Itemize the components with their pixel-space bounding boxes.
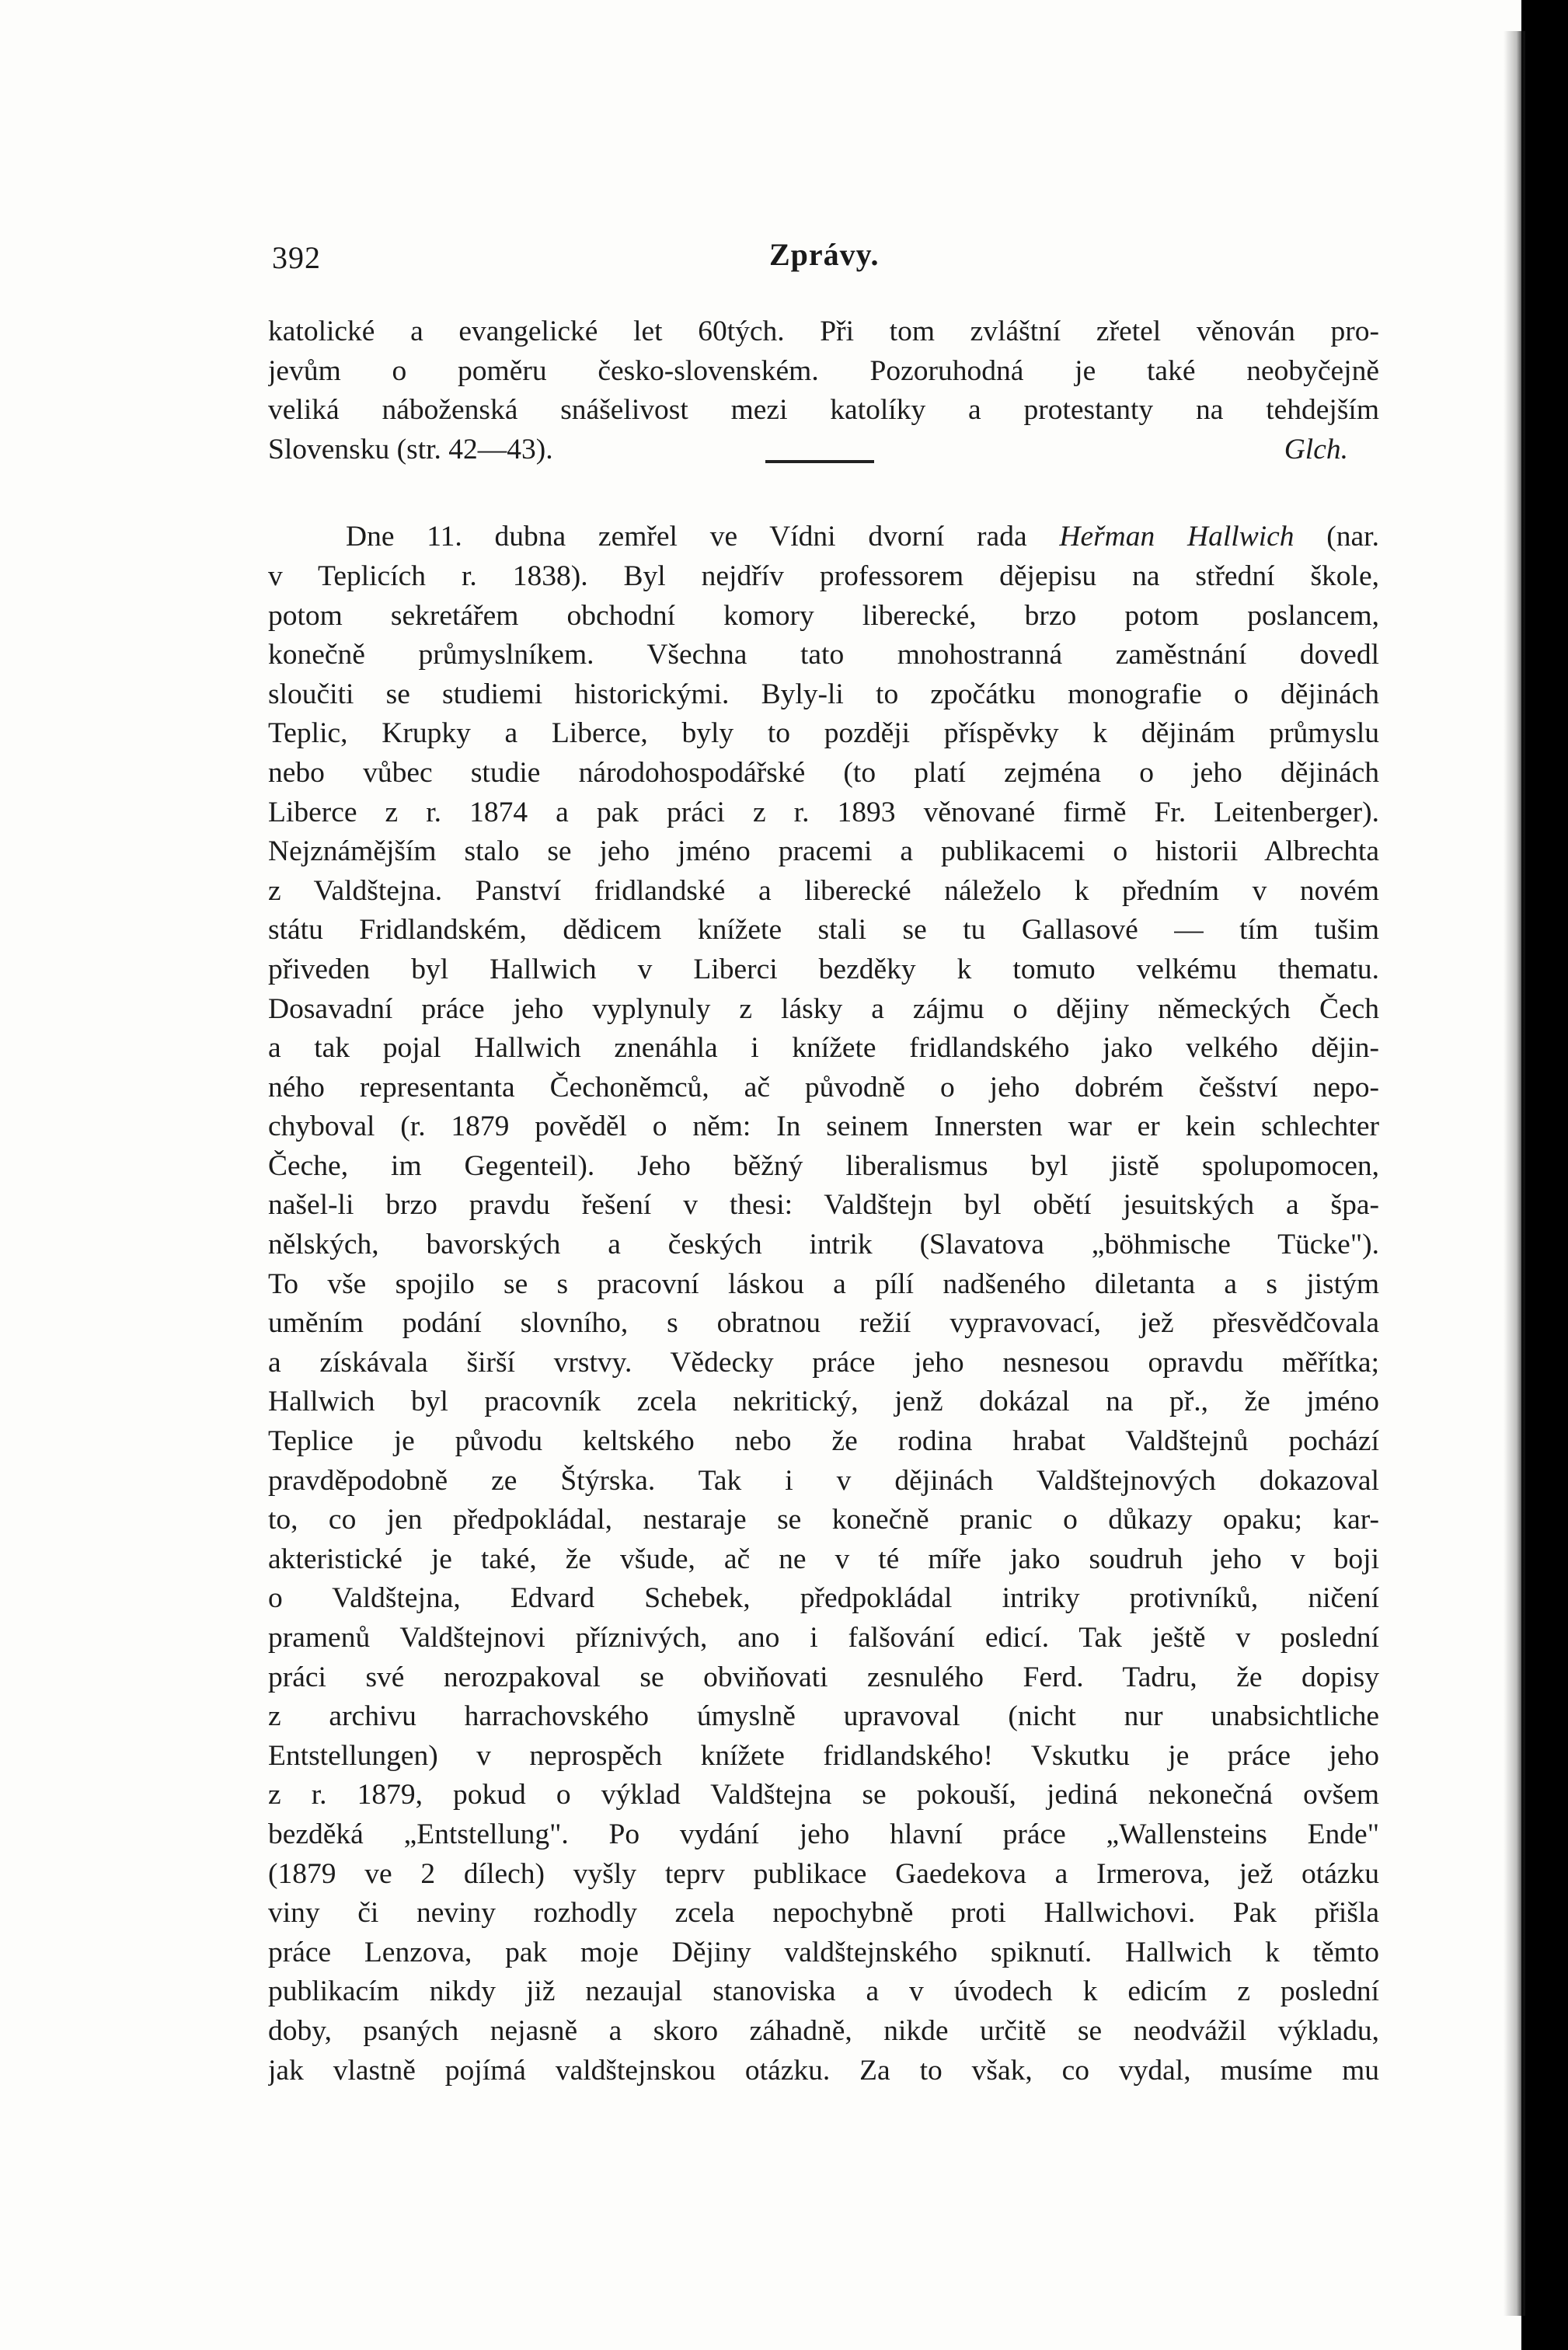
text-line: Nejznámějším stalo se jeho jméno pracemi a publikacemi o historii Albrechta <box>268 835 1379 868</box>
review-paragraph <box>268 312 1379 469</box>
text-line: bezděká „Entstellung". Po vydání jeho hlavní práce „Wallensteins Ende" <box>268 1818 1379 1850</box>
text-line: (1879 ve 2 dílech) vyšly teprv publikace Gaedekova a Irmerova, jež otázku <box>268 1857 1379 1890</box>
text-body <box>268 312 1379 2090</box>
person-name: Heřman Hallwich <box>1059 521 1294 553</box>
text-line: konečně průmyslníkem. Všechna tato mnohostranná zaměstnání dovedl <box>268 639 1379 671</box>
text-line: Čeche, im Gegenteil). Jeho běžný liberalismus byl jistě spolupomocen, <box>268 1149 1379 1182</box>
text-line: Teplice je původu keltského nebo že rodina hrabat Valdštejnů pochází <box>268 1425 1379 1458</box>
text-line: Entstellungen) v neprospěch knížete fridlandského! Vskutku je práce jeho <box>268 1739 1379 1772</box>
text-line: Teplic, Krupky a Liberce, byly to později příspěvky k dějinám průmyslu <box>268 717 1379 750</box>
text-line: nělských, bavorských a českých intrik (Slavatova „böhmische Tücke"). <box>268 1229 1379 1261</box>
text-line: jak vlastně pojímá valdštejnskou otázku. Za to však, co vydal, musíme mu <box>268 2054 1379 2087</box>
closing-line <box>268 431 1379 470</box>
text-line: Liberce z r. 1874 a pak práci z r. 1893 věnované firmě Fr. Leitenberger). <box>268 796 1379 828</box>
text-line: chyboval (r. 1879 pověděl o něm: In seinem Innersten war er kein schlechter <box>268 1110 1379 1143</box>
text-line: práce Lenzova, pak moje Dějiny valdštejnského spiknutí. Hallwich k těmto <box>268 1936 1379 1968</box>
binding-shadow <box>1504 31 1525 2316</box>
text-line: To vše spojilo se s pracovní láskou a pílí nadšeného diletanta a s jistým <box>268 1267 1379 1300</box>
text-line: viny či neviny rozhodly zcela nepochybně proti Hallwichovi. Pak přišla <box>268 1897 1379 1930</box>
text-line: práci své nerozpakoval se obviňovati zesnulého Ferd. Tadru, že dopisy <box>268 1661 1379 1693</box>
text-line: jevům o poměru česko-slovenském. Pozoruhodná je také neobyčejně <box>268 354 1379 387</box>
text-line: akteristické je také, že všude, ač ne v té míře jako soudruh jeho v boji <box>268 1543 1379 1575</box>
running-head <box>272 233 1383 280</box>
text-line: Hallwich byl pracovník zcela nekritický, jenž dokázal na př., že jméno <box>268 1386 1379 1418</box>
text-line: z Valdštejna. Panství fridlandské a liberecké náleželo k předním v novém <box>268 874 1379 907</box>
obituary-paragraph <box>268 518 1379 2090</box>
text-line: potom sekretářem obchodní komory liberecké, brzo potom poslancem, <box>268 599 1379 632</box>
text-line: pramenů Valdštejnovi příznivých, ano i falšování edicí. Tak ještě v poslední <box>268 1622 1379 1654</box>
text-line: sloučiti se studiemi historickými. Byly-li to zpočátku monografie o dějinách <box>268 678 1379 710</box>
text-line: doby, psaných nejasně a skoro záhadně, nikde určitě se neodvážil výkladu, <box>268 2014 1379 2047</box>
text-line: a získávala širší vrstvy. Vědecky práce jeho nesnesou opravdu měřítka; <box>268 1346 1379 1379</box>
text-line: našel-li brzo pravdu řešení v thesi: Valdštejn byl obětí jesuitských a špa- <box>268 1189 1379 1222</box>
text-line: z r. 1879, pokud o výklad Valdštejna se pokouší, jediná nekonečná ovšem <box>268 1779 1379 1811</box>
section-divider-row <box>268 469 1379 504</box>
text-line: z archivu harrachovského úmyslně upravoval (nicht nur unabsichtliche <box>268 1700 1379 1733</box>
text-line: veliká náboženská snášelivost mezi katolíky a protestanty na tehdejším <box>268 394 1379 427</box>
text-line: nebo vůbec studie národohospodářské (to platí zejména o jeho dějinách <box>268 756 1379 789</box>
text-line: pravděpodobně ze Štýrska. Tak i v dějinách Valdštejnových dokazoval <box>268 1464 1379 1497</box>
section-divider <box>765 460 874 463</box>
text-line: ného representanta Čechoněmců, ač původně o jeho dobrém češství nepo- <box>268 1071 1379 1104</box>
text-fragment: (nar. <box>1294 521 1379 553</box>
author-signature: Glch. <box>1284 433 1348 465</box>
text-line: v Teplicích r. 1838). Byl nejdřív professorem dějepisu na střední škole, <box>268 560 1379 592</box>
text-line: o Valdštejna, Edvard Schebek, předpokládal intriky protivníků, ničení <box>268 1582 1379 1615</box>
text-line: katolické a evangelické let 60tých. Při tom zvláštní zřetel věnován pro- <box>268 316 1379 347</box>
text-line: uměním podání slovního, s obratnou režií vypravovací, jež přesvědčovala <box>268 1307 1379 1340</box>
text-line: to, co jen předpokládal, nestaraje se konečně pranic o důkazy opaku; kar- <box>268 1504 1379 1536</box>
text-fragment: Dne 11. dubna zemřel ve Vídni dvorní rada <box>346 521 1060 553</box>
text-line: Slovensku (str. 42—43). <box>268 433 553 465</box>
text-line: státu Fridlandském, dědicem knížete stali se tu Gallasové — tím tušim <box>268 914 1379 947</box>
text-line-first <box>268 518 1379 557</box>
text-line: přiveden byl Hallwich v Liberci bezděky k tomuto velkému thematu. <box>268 953 1379 985</box>
section-title: Zprávy. <box>769 237 880 272</box>
text-line: a tak pojal Hallwich znenáhla i knížete fridlandského jako velkého dějin- <box>268 1032 1379 1065</box>
text-line: publikacím nikdy již nezaujal stanoviska a v úvodech k edicím z poslední <box>268 1975 1379 2008</box>
text-line: Dosavadní práce jeho vyplynuly z lásky a zájmu o dějiny německých Čech <box>268 992 1379 1025</box>
page-number: 392 <box>272 240 321 275</box>
